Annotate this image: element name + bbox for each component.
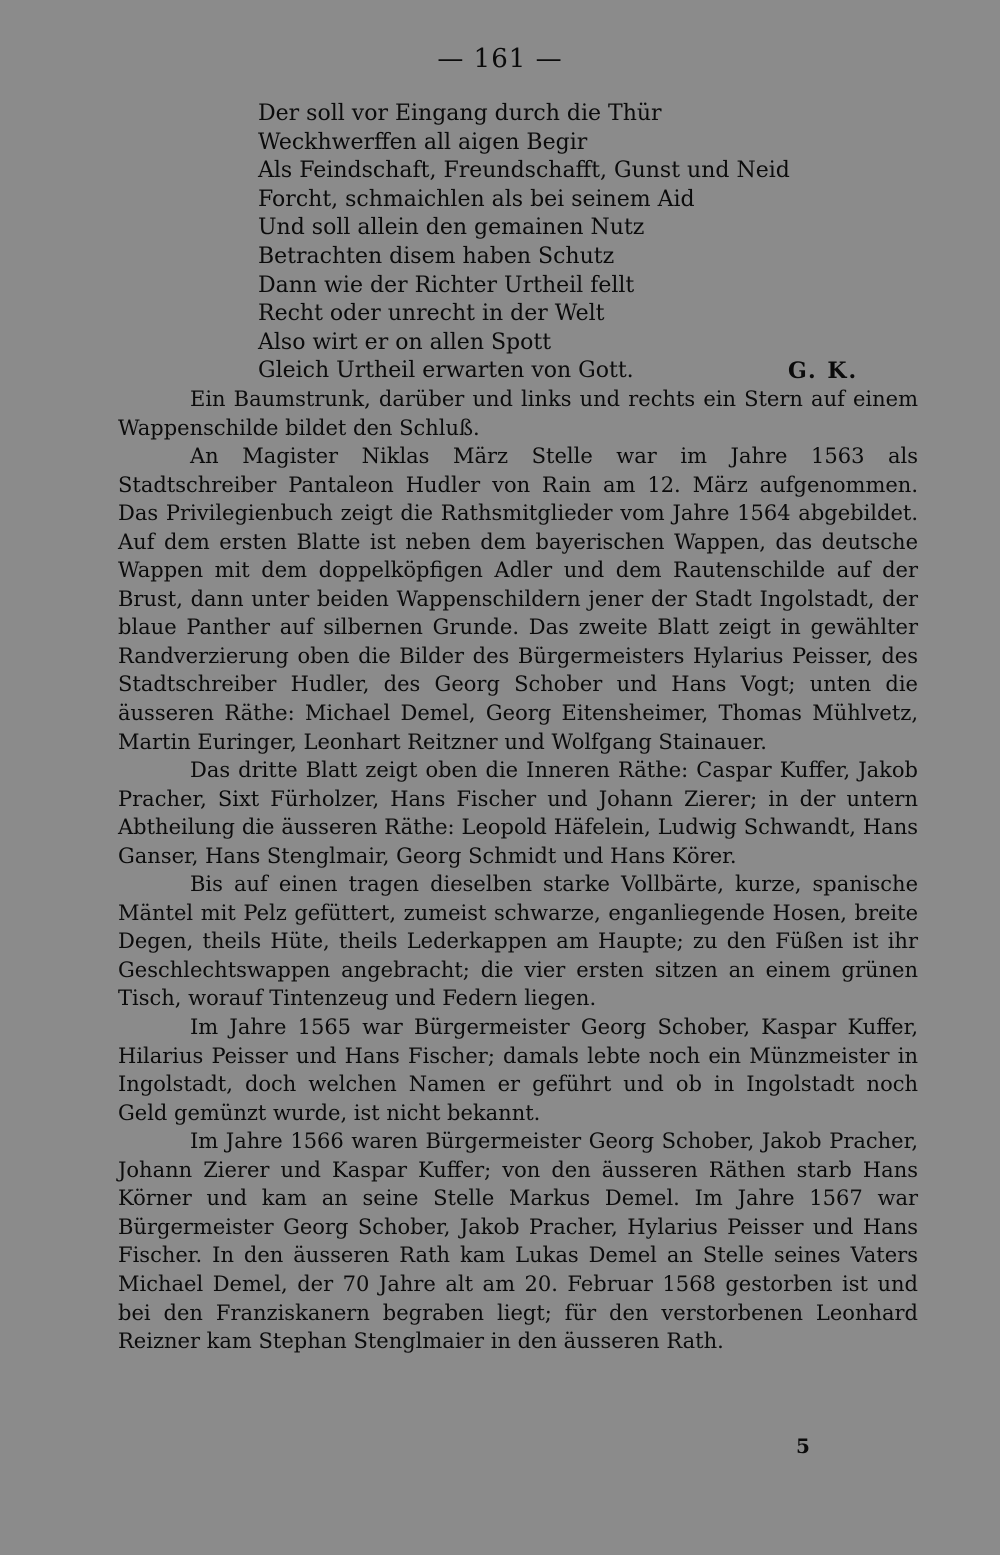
paragraph: Ein Baumstrunk, darüber und links und rechts ein Stern auf einem Wappenschilde bildet den Schluß.: [118, 387, 918, 440]
verse-line: Forcht, schmaichlen als bei seinem Aid: [258, 186, 695, 212]
verse-line: Betrachten disem haben Schutz: [258, 243, 615, 269]
page-number: — 161 —: [437, 44, 563, 74]
verse-line: Also wirt er on allen Spott: [258, 329, 552, 355]
paragraph: An Magister Niklas März Stelle war im Jahre 1563 als Stadtschreiber Pantaleon Hudler von Rain am 12. März aufgenommen. Das Privilegienbuch zeigt die Rathsmitglieder vom Jahre 1564 abgebildet. Auf dem ersten Blatte ist neben dem bayerischen Wappen, das deutsche Wappen mit dem doppelköpfigen Adler und dem Rautenschilde auf der Brust, dann unter beiden Wappenschildern jener der Stadt Ingolstadt, der blaue Panther auf silbernen Grunde. Das zweite Blatt zeigt in gewählter Randverzierung oben die Bilder des Bürgermeisters Hylarius Peisser, des Stadtschreiber Hudler, des Georg Schober und Hans Vogt; unten die äusseren Räthe: Michael Demel, Georg Eitensheimer, Thomas Mühlvetz, Martin Euringer, Leonhart Reitzner und Wolfgang Stainauer.: [118, 444, 918, 754]
body-text: [118, 385, 918, 1356]
verse-line: Recht oder unrecht in der Welt: [258, 301, 605, 327]
verse-line: Dann wie der Richter Urtheil fellt: [258, 272, 635, 298]
verse-line: Der soll vor Eingang durch die Thür: [258, 101, 662, 126]
verse-block: [258, 100, 878, 386]
verse-line: Gleich Urtheil erwarten von Gott.: [258, 358, 634, 384]
paragraph: Im Jahre 1566 waren Bürgermeister Georg Schober, Jakob Pracher, Johann Zierer und Kaspar Kuffer; von den äusseren Räthen starb Hans Körner und kam an seine Stelle Markus Demel. Im Jahre 1567 war Bürgermeister Georg Schober, Jakob Pracher, Hylarius Peisser und Hans Fischer. In den äusseren Rath kam Lukas Demel an Stelle seines Vaters Michael Demel, der 70 Jahre alt am 20. Februar 1568 gestorben ist und bei den Franziskanern begraben liegt; für den verstorbenen Leonhard Reizner kam Stephan Stenglmaier in den äusseren Rath.: [118, 1129, 918, 1354]
verse-line: Als Feindschaft, Freundschafft, Gunst und Neid: [258, 158, 790, 184]
paragraph: Bis auf einen tragen dieselben starke Vollbärte, kurze, spanische Mäntel mit Pelz gefüttert, zumeist schwarze, enganliegende Hosen, breite Degen, theils Hüte, theils Lederkappen am Haupte; zu den Füßen ist ihr Geschlechtswappen angebracht; die vier ersten sitzen an einem grünen Tisch, worauf Tintenzeug und Federn liegen.: [118, 872, 918, 1011]
printer-signature-mark: 5: [796, 1434, 810, 1458]
paragraph: Im Jahre 1565 war Bürgermeister Georg Schober, Kaspar Kuffer, Hilarius Peisser und Hans Fischer; damals lebte noch ein Münzmeister in Ingolstadt, doch welchen Namen er geführt und ob in Ingolstadt noch Geld gemünzt wurde, ist nicht bekannt.: [118, 1015, 918, 1125]
verse-last-line: [258, 357, 878, 386]
verse-signature: G. K.: [788, 358, 859, 385]
verse-line: Weckhwerffen all aigen Begir: [258, 129, 588, 155]
verse-line: Und soll allein den gemainen Nutz: [258, 215, 645, 241]
paragraph: Das dritte Blatt zeigt oben die Inneren Räthe: Caspar Kuffer, Jakob Pracher, Sixt Fürholzer, Hans Fischer und Johann Zierer; in der untern Abtheilung die äusseren Räthe: Leopold Häfelein, Ludwig Schwandt, Hans Ganser, Hans Stenglmair, Georg Schmidt und Hans Körer.: [118, 758, 918, 868]
